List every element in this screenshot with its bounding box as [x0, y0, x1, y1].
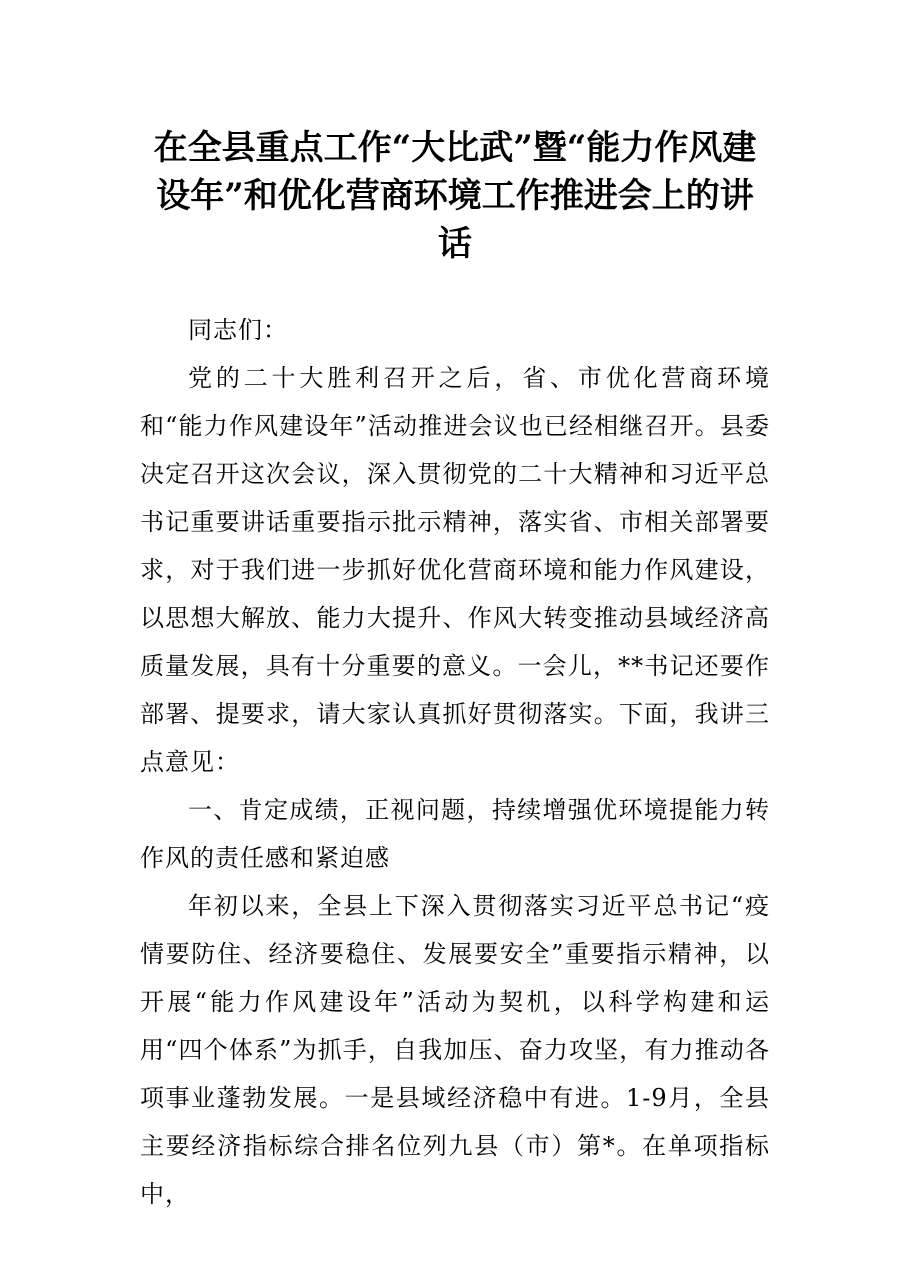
body-paragraph: 年初以来，全县上下深入贯彻落实习近平总书记“疫情要防住、经济要稳住、发展要安全”重要指示精神，以开展“能力作风建设年”活动为契机，以科学构建和运用“四个体系”为抓手，自我加压、奋力攻坚，有力推动各项事业蓬勃发展。一是县域经济稳中有进。1-9月，全县主要经济指标综合排名位列九县（市）第*。在单项指标中，: [140, 892, 770, 1208]
section-heading: 一、肯定成绩，正视问题，持续增强优环境提能力转作风的责任感和紧迫感: [140, 796, 770, 872]
body-paragraph: 党的二十大胜利召开之后，省、市优化营商环境和“能力作风建设年”活动推进会议也已经相继召开。县委决定召开这次会议，深入贯彻党的二十大精神和习近平总书记重要讲话重要指示批示精神，落实省、市相关部署要求，对于我们进一步抓好优化营商环境和能力作风建设，以思想大解放、能力大提升、作风大转变推动县域经济高质量发展，具有十分重要的意义。一会儿，**书记还要作部署、提要求，请大家认真抓好贯彻落实。下面，我讲三点意见：: [140, 364, 770, 776]
salutation: 同志们：: [188, 316, 288, 344]
document-title: 在全县重点工作“大比武”暨“能力作风建设年”和优化营商环境工作推进会上的讲话: [153, 128, 757, 264]
document-body: [140, 306, 770, 1218]
